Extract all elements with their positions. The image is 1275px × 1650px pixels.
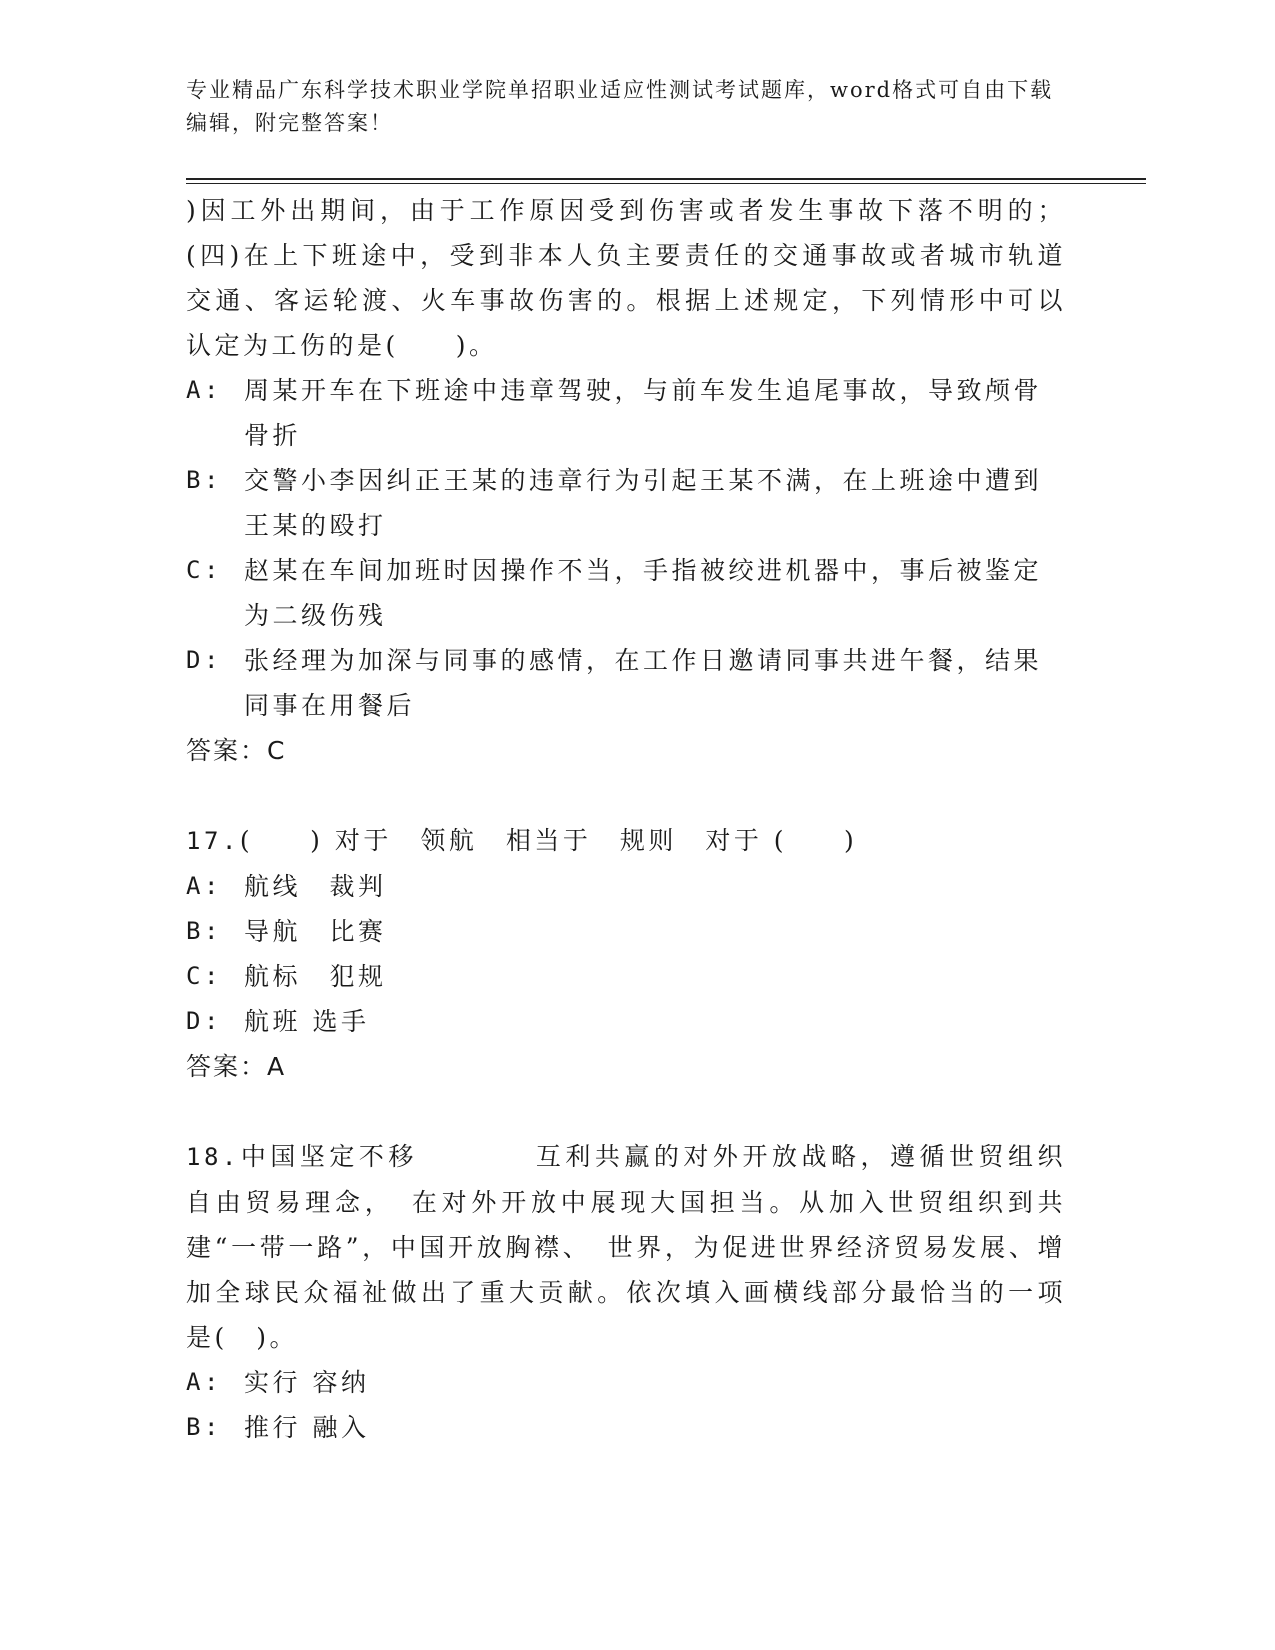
option-text: 导航 比赛: [244, 917, 387, 946]
header-text: 专业精品广东科学技术职业学院单招职业适应性测试考试题库，word格式可自由下载编辑，附完整答案！: [186, 78, 1054, 135]
q17-stem-line: [186, 818, 1066, 864]
q17-option-c: [186, 954, 1066, 999]
q18-stem-line: [186, 1134, 1066, 1360]
q18-option-b: [186, 1405, 1066, 1450]
q17-option-d: [186, 999, 1066, 1044]
header-divider-thick: [186, 178, 1146, 180]
spacer: [186, 1089, 1066, 1134]
option-label: A:: [186, 376, 222, 404]
q16-answer: 答案：C: [186, 736, 287, 765]
q17-number: 17.: [186, 827, 240, 855]
q17-stem: ( ) 对于 领航 相当于 规则 对于 ( ): [239, 826, 858, 855]
q17-answer: 答案：A: [186, 1052, 287, 1081]
option-label: B:: [186, 466, 222, 494]
q18-stem: 中国坚定不移 互利共赢的对外开放战略，遵循世贸组织自由贸易理念， 在对外开放中展现大国担当。从加入世贸组织到共建“一带一路”，中国开放胸襟、 世界，为促进世界经济贸易发展、增加全球民众福祉做出了重大贡献。依次填入画横线部分最恰当的一项是( )。: [186, 1142, 1066, 1352]
q18-option-a: [186, 1360, 1066, 1405]
option-text: 航班 选手: [244, 1007, 370, 1036]
q16-option-a: [186, 368, 1066, 458]
option-text: 交警小李因纠正王某的违章行为引起王某不满，在上班途中遭到王某的殴打: [244, 466, 1043, 540]
q16-option-b: [186, 458, 1066, 548]
option-label: A:: [186, 1368, 222, 1396]
q16-option-d: [186, 638, 1066, 728]
header-divider-thin: [186, 183, 1146, 184]
q17-option-b: [186, 909, 1066, 954]
option-text: 实行 容纳: [244, 1368, 370, 1397]
q16-stem: )因工外出期间，由于工作原因受到伤害或者发生事故下落不明的；(四)在上下班途中，受到非本人负主要责任的交通事故或者城市轨道交通、客运轮渡、火车事故伤害的。根据上述规定，下列情形中可以认定为工伤的是( )。: [186, 196, 1066, 360]
question-content: [186, 188, 1066, 1450]
q17-option-a: [186, 864, 1066, 909]
option-label: B:: [186, 917, 222, 945]
option-text: 周某开车在下班途中违章驾驶，与前车发生追尾事故，导致颅骨骨折: [244, 376, 1043, 450]
option-label: B:: [186, 1413, 222, 1441]
document-header: [186, 74, 1066, 140]
option-text: 推行 融入: [244, 1413, 370, 1442]
option-label: D:: [186, 646, 222, 674]
option-label: C:: [186, 962, 222, 990]
q18-number: 18.: [186, 1143, 240, 1171]
option-label: C:: [186, 556, 222, 584]
q16-option-c: [186, 548, 1066, 638]
option-text: 赵某在车间加班时因操作不当，手指被绞进机器中，事后被鉴定为二级伤残: [244, 556, 1043, 630]
option-text: 航标 犯规: [244, 962, 387, 991]
option-label: D:: [186, 1007, 222, 1035]
option-text: 张经理为加深与同事的感情，在工作日邀请同事共进午餐，结果同事在用餐后: [244, 646, 1043, 720]
option-label: A:: [186, 872, 222, 900]
spacer: [186, 773, 1066, 818]
option-text: 航线 裁判: [244, 872, 387, 901]
